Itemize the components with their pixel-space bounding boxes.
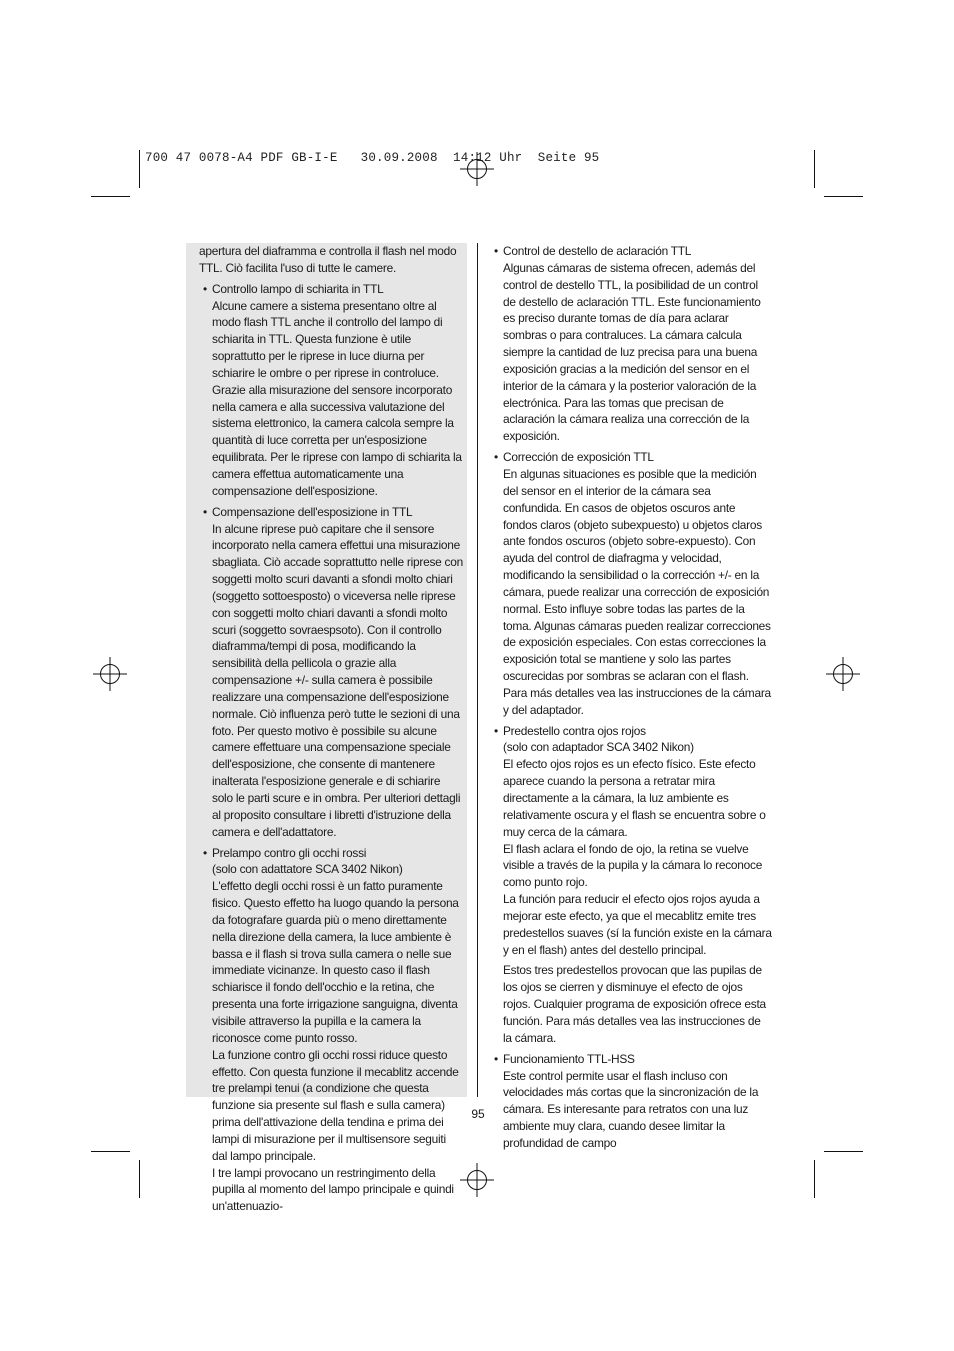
- bullet-icon: •: [494, 1051, 498, 1066]
- spanish-column: [490, 243, 772, 1156]
- item-line: Este control permite usar el flash incluso con velocidades más cortas que la sincronización de la cámara. Es interesante para retratos con una luz ambiente muy clara, cuando desee limitar la profundidad de campo: [503, 1068, 759, 1150]
- item-line: La funzione contro gli occhi rossi riduce questo effetto. Con questa funzione il mecablitz accende tre prelampi tenui (a condizione che questa funzione sia presente sul flash e sulla camera) prima dell'attivazione della tendina e prima dei lampi di misurazione per il multisensore seguiti dal lampo principale.: [212, 1047, 459, 1163]
- item-line: L'effetto degli occhi rossi è un fatto puramente fisico. Questo effetto ha luogo quando la persona da fotografare guarda più o meno direttamente nella direzione della camera, la luce ambiente è bassa e il flash si trova sulla camera o nelle sue immediate vicinanze. In questo caso il flash schiarisce il fondo dell'occhio e la retina, che presenta una forte irrigazione sanguigna, diventa visibile attraverso la pupilla e la camera la riconosce come punto rosso.: [212, 879, 459, 1045]
- bullet-icon: •: [494, 450, 498, 465]
- crop-mark-bottom-left-vertical: [139, 1160, 140, 1198]
- column-divider: [477, 243, 478, 1097]
- list-item: [199, 281, 463, 500]
- bullet-icon: •: [203, 504, 207, 519]
- list-item: [490, 243, 772, 445]
- item-line: Estos tres predestellos provocan que las pupilas de los ojos se cierren y disminuye el efecto de ojos rojos. Cualquier programa de exposición ofrece esta función. Para más detalles vea las instrucciones de la cámara.: [503, 963, 766, 1045]
- crop-mark-top-left-vertical: [139, 150, 140, 188]
- crop-mark-bottom-right-horizontal: [824, 1151, 863, 1152]
- item-title: Control de destello de aclaración TTL: [503, 244, 692, 258]
- crop-mark-bottom-right-vertical: [814, 1160, 815, 1198]
- item-line: La función para reducir el efecto ojos rojos ayuda a mejorar este efecto, ya que el mecablitz emite tres predestellos suaves (sí la función existe en la cámara y en el flash) antes del destello principal.: [503, 892, 772, 957]
- print-slug: 700 47 0078-A4 PDF GB-I-E 30.09.2008 14:12 Uhr Seite 95: [145, 151, 600, 165]
- item-title: Funcionamiento TTL-HSS: [503, 1051, 635, 1066]
- registration-mark-right-icon: [826, 657, 860, 691]
- intro-paragraph: apertura del diaframma e controlla il flash nel modo TTL. Ciò facilita l'uso di tutte le camere.: [199, 244, 457, 275]
- item-line: I tre lampi provocano un restringimento della pupilla al momento del lampo principale e quindi un'attenuazio-: [212, 1165, 454, 1214]
- list-item: [199, 845, 463, 1216]
- item-title: Predestello contra ojos rojos: [503, 723, 646, 738]
- item-title: Corrección de exposición TTL: [503, 450, 654, 465]
- bullet-icon: •: [203, 281, 207, 296]
- item-title: Controllo lampo di schiarita in TTL: [212, 281, 384, 296]
- item-title: Compensazione dell'esposizione in TTL: [212, 504, 413, 519]
- item-body: In alcune riprese può capitare che il sensore incorporato nella camera effettui una misurazione sbagliata. Ciò accade soprattutto nelle riprese con soggetti molto scuri davanti a sfondi molto chiari (soggetto sottoesposto) o viceversa nelle riprese con soggetti molto chiari davanti a sfondi molto scuri (soggetto sovraespsoto). Con il controllo diaframma/tempi di posa, modificando la sensibilità della pellicola o grazie alla compensazione +/- sulla camera è possibile realizzare una compensazione dell'esposizione normale. Ciò influenza però tutte le sezioni di una foto. Per questo motivo è possibile su alcune camere effettuare una compensazione speciale dell'esposizione, che consente di mantenere inalterata l'esposizione generale e di schiarire solo le parti scure e in ombra. Per ulteriori dettagli al proposito consultare i libretti d'istruzione della camera e dell'adattatore.: [212, 521, 463, 839]
- item-title: Prelampo contro gli occhi rossi: [212, 845, 367, 860]
- item-line: El efecto ojos rojos es un efecto físico. Este efecto aparece cuando la persona a retratar mira directamente a la cámara, la luz ambiente es relativamente oscura y el flash se encuentra sobre o muy cerca de la cámara.: [503, 757, 766, 839]
- list-item: [490, 449, 772, 719]
- bullet-icon: •: [203, 845, 207, 860]
- crop-mark-top-right-vertical: [814, 150, 815, 188]
- crop-mark-top-left-horizontal: [91, 196, 130, 197]
- item-body: Alcune camere a sistema presentano oltre al modo flash TTL anche il controllo del lampo di schiarita in TTL. Questa funzione è utile soprattutto per le riprese in luce diurna per schiarire le ombre o per riprese in controluce. Grazie alla misurazione del sensore incorporato nella camera e alla successiva valutazione del sistema elettronico, la camera calcola sempre la quantità di luce corretta per un'esposizione equilibrata. Per le riprese con lampo di schiarita la camera effettua automaticamente una compensazione dell'esposizione.: [212, 298, 462, 498]
- list-item: [199, 504, 463, 841]
- registration-mark-left-icon: [93, 657, 127, 691]
- italian-column: [186, 243, 467, 1214]
- page-number: 95: [471, 1107, 485, 1121]
- registration-mark-top-icon: [460, 152, 494, 186]
- item-line: Algunas cámaras de sistema ofrecen, además del control de destello TTL, la posibilidad de un control de destello de aclaración TTL. Este funcionamiento es preciso durante tomas de día para aclarar sombras o para contraluces. La cámara calcula siempre la cantidad de luz precisa para una buena exposición gracias a la medición del sensor en el interior de la cámara y la posterior valoración de la electrónica. Para las tomas que precisan de aclaración la cámara realiza una corrección de la exposición.: [503, 260, 761, 444]
- item-line: (solo con adaptador SCA 3402 Nikon): [503, 740, 694, 755]
- bullet-icon: •: [494, 723, 498, 738]
- item-line: (solo con adattatore SCA 3402 Nikon): [212, 862, 403, 877]
- list-item: [490, 723, 772, 1047]
- item-line: El flash aclara el fondo de ojo, la retina se vuelve visible a través de la pupila y la cámara lo reconoce como punto rojo.: [503, 841, 763, 890]
- crop-mark-top-right-horizontal: [824, 196, 863, 197]
- list-item: [490, 1051, 772, 1152]
- crop-mark-bottom-left-horizontal: [91, 1151, 130, 1152]
- bullet-icon: •: [494, 244, 498, 258]
- item-line: En algunas situaciones es posible que la medición del sensor en el interior de la cámara sea confundida. En casos de objetos oscuros ante fondos claros (objeto subexpuesto) u objetos claros ante fondos oscuros (objeto sobre-expuesto). Con ayuda del control de diafragma y velocidad, modificando la sensibilidad o la corrección +/- en la cámara, puede realizar una corrección de exposición normal. Esto influye sobre todas las partes de la toma. Algunas cámaras pueden realizar correcciones de exposición especiales. Con estas correcciones la exposición total se mantiene y solo las partes oscurecidas por sombras se aclaran con el flash. Para más detalles vea las instrucciones de la cámara y del adaptador.: [503, 466, 771, 717]
